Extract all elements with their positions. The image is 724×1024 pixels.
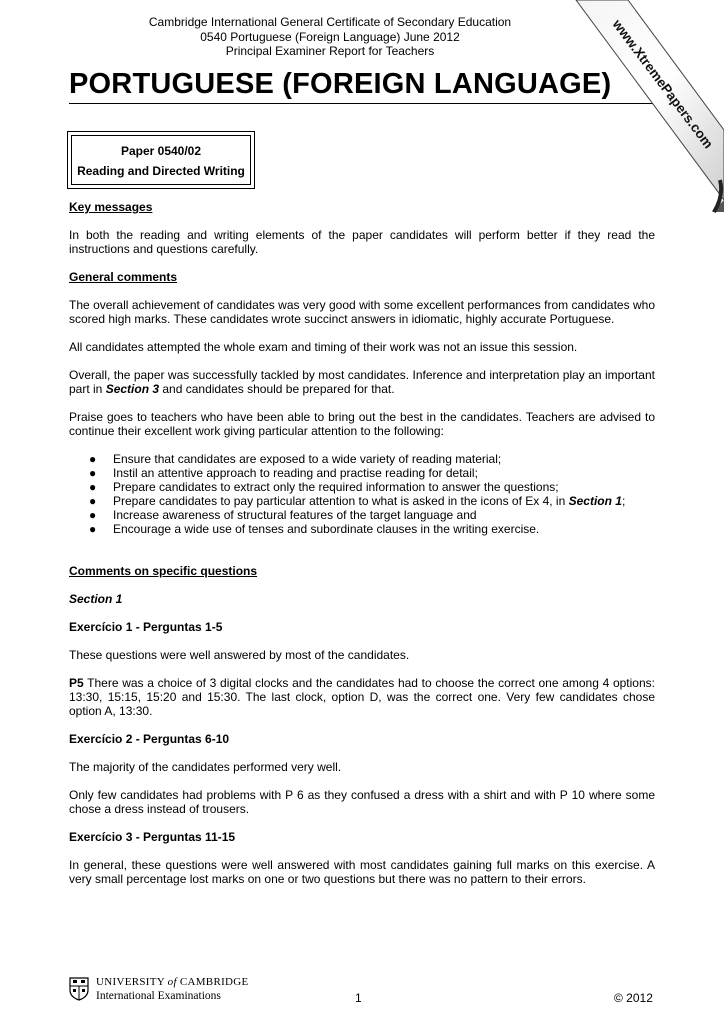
list-item [69,452,655,466]
general-comments-heading: General comments [69,270,178,284]
paper-name: Reading and Directed Writing [77,164,245,178]
cambridge-logo [69,975,249,1005]
watermark-ribbon [524,0,724,220]
exercise-2-text-2: Only few candidates had problems with P 6 as they confused a dress with a shirt and with P 10 where some chose a dress instead of trousers. [69,788,655,816]
exercise-1-heading: Exercício 1 - Perguntas 1-5 [69,620,223,634]
exercise-3-heading: Exercício 3 - Perguntas 11-15 [69,830,236,844]
report-header [60,15,600,59]
logo-exams-text: International Examinations [96,990,221,1002]
paper-box-inner [71,135,251,185]
general-p3-text-a: Overall, the paper was successfully tackled by most candidates. Inference and interpretation play an important part in [69,368,655,396]
copyright: © 2012 [614,991,653,1005]
list-item-text: Encourage a wide use of tenses and subordinate clauses in the writing exercise. [113,522,540,536]
exercise-3-text: In general, these questions were well answered with most candidates gaining full marks on this exercise. A very small percentage lost marks on one or two questions but there was no pattern to their errors. [69,858,655,886]
key-messages-heading: Key messages [69,200,153,214]
general-paragraph-3 [69,368,655,396]
header-line-1: Cambridge International General Certificate of Secondary Education [148,15,512,29]
list-item-text: Prepare candidates to extract only the required information to answer the questions; [113,480,559,494]
shield-icon [69,977,89,1001]
bullet-icon: ● [89,522,97,536]
list-item [69,508,655,522]
list-item-text: Prepare candidates to pay particular attention to what is asked in the icons of Ex 4, in [113,494,569,508]
advice-list [69,452,655,536]
general-p3-section-ref: Section 3 [105,382,160,396]
header-line-3: Principal Examiner Report for Teachers [225,44,435,58]
list-item [69,466,655,480]
list-item [69,480,655,494]
bullet-icon: ● [89,508,97,522]
bullet-icon: ● [89,466,97,480]
list-item-end: ; [621,494,626,508]
key-messages-text: In both the reading and writing elements of the paper candidates will perform better if they read the instructions and questions carefully. [69,228,655,256]
watermark-text: www.XtremePapers.com [609,16,717,152]
list-item-section-ref: Section 1 [568,494,622,508]
specific-questions-heading: Comments on specific questions [69,564,258,578]
header-line-2: 0540 Portuguese (Foreign Language) June 2012 [200,29,460,44]
general-p3-text-b: and candidates should be prepared for that. [159,382,395,396]
bullet-icon: ● [89,452,97,466]
logo-university-text: UNIVERSITY of CAMBRIDGE [96,976,249,988]
list-item [69,494,655,508]
list-item-text: Ensure that candidates are exposed to a wide variety of reading material; [113,452,502,466]
p5-label: P5 [69,676,84,690]
bullet-icon: ● [89,480,97,494]
report-body [69,200,655,900]
general-paragraph-2: All candidates attempted the whole exam and timing of their work was not an issue this session. [69,340,578,354]
section-1-label: Section 1 [69,592,123,606]
general-paragraph-1: The overall achievement of candidates was very good with some excellent performances from candidates who scored high marks. These candidates wrote succinct answers in idiomatic, highly accurate Portuguese. [69,298,655,326]
exercise-2-heading: Exercício 2 - Perguntas 6-10 [69,732,230,746]
page-title: PORTUGUESE (FOREIGN LANGUAGE) [69,68,612,100]
list-item-text: Increase awareness of structural features of the target language and [113,508,477,522]
exercise-1-text: These questions were well answered by most of the candidates. [69,648,410,662]
p5-paragraph [69,676,655,718]
general-paragraph-4: Praise goes to teachers who have been able to bring out the best in the candidates. Teachers are advised to continue their excellent work giving particular attention to the following: [69,410,655,438]
bullet-icon: ● [89,494,97,508]
exercise-2-text-1: The majority of the candidates performed very well. [69,760,342,774]
list-item [69,522,655,536]
list-item-text: Instil an attentive approach to reading and practise reading for detail; [113,466,478,480]
page-number: 1 [355,991,362,1005]
paper-box [67,131,255,189]
p5-text: There was a choice of 3 digital clocks and the candidates had to choose the correct one among 4 options: 13:30, 15:15, 15:20 and 15:30. The last clock, option D, was the correct one. Very few candidates chose option A, 13:30. [69,676,655,718]
paper-code: Paper 0540/02 [120,144,202,158]
